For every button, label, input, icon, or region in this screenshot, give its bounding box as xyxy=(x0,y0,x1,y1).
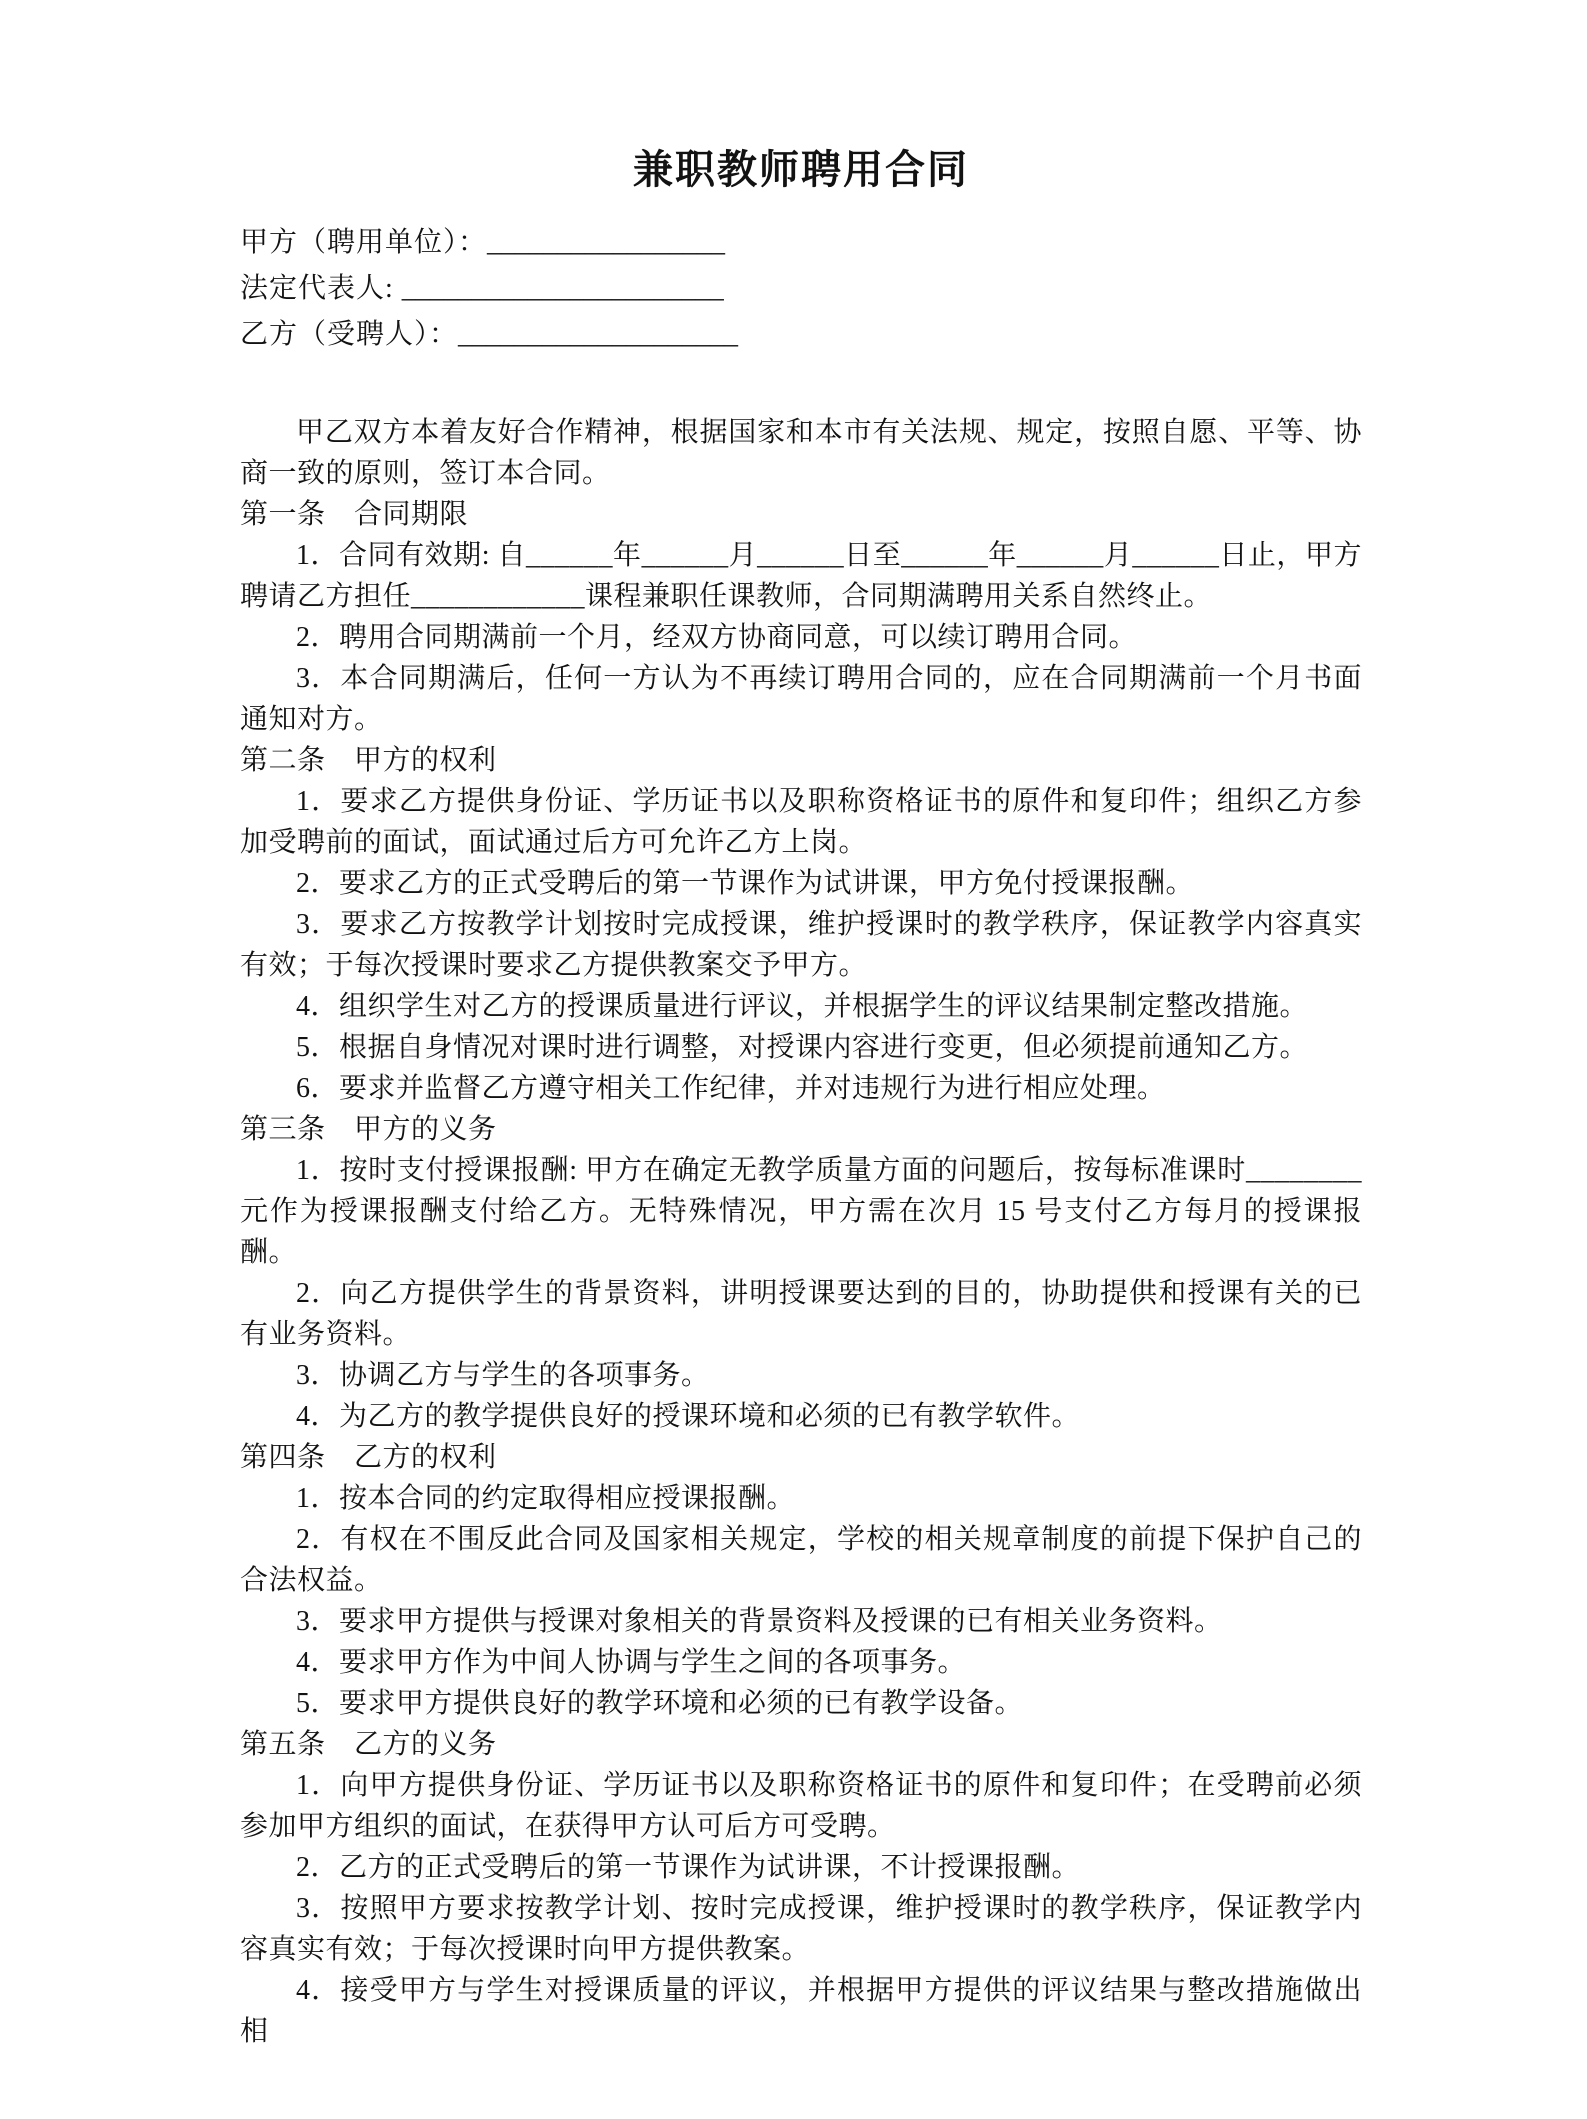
page-title: 兼职教师聘用合同 xyxy=(633,147,969,192)
article-5-clause-2: 2．乙方的正式受聘后的第一节课作为试讲课，不计授课报酬。 xyxy=(296,1852,1081,1883)
article-4-clause-3: 3．要求甲方提供与授课对象相关的背景资料及授课的已有相关业务资料。 xyxy=(296,1606,1223,1637)
party-jiafang-label: 甲方（聘用单位）： xyxy=(240,227,488,258)
article-3-clause-2: 2．向乙方提供学生的背景资料，讲明授课要达到的目的，协助提供和授课有关的已有业务资料。 xyxy=(240,1278,1362,1350)
party-legal-representative-blank-field[interactable]: _______________________ xyxy=(401,273,724,304)
article-4-clause-2: 2．有权在不围反此合同及国家相关规定，学校的相关规章制度的前提下保护自己的合法权益。 xyxy=(240,1524,1362,1596)
article-5-clause-1: 1．向甲方提供身份证、学历证书以及职称资格证书的原件和复印件；在受聘前必须参加甲方组织的面试，在获得甲方认可后方可受聘。 xyxy=(240,1770,1362,1842)
party-jiafang-blank-field[interactable]: _________________ xyxy=(487,227,726,258)
party-row-legal-representative xyxy=(240,266,1362,312)
section-heading-article-2: 第二条 甲方的权利 xyxy=(240,745,497,776)
document-content xyxy=(240,0,1362,2052)
article-2-clause-4: 4．组织学生对乙方的授课质量进行评议，并根据学生的评议结果制定整改措施。 xyxy=(296,991,1309,1022)
article-2-clause-3: 3．要求乙方按教学计划按时完成授课，维护授课时的教学秩序，保证教学内容真实有效；于每次授课时要求乙方提供教案交予甲方。 xyxy=(240,909,1362,981)
party-yifang-blank-field[interactable]: ____________________ xyxy=(458,319,739,350)
article-3-clause-1: 1．按时支付授课报酬: 甲方在确定无教学质量方面的问题后，按每标准课时________元作为授课报酬支付给乙方。无特殊情况，甲方需在次月 15 号支付乙方每月的授课报酬。 xyxy=(240,1155,1362,1268)
article-3-clause-4: 4．为乙方的教学提供良好的授课环境和必须的已有教学软件。 xyxy=(296,1401,1081,1432)
article-1-clause-2: 2．聘用合同期满前一个月，经双方协商同意，可以续订聘用合同。 xyxy=(296,622,1138,653)
article-2-clause-5: 5．根据自身情况对课时进行调整，对授课内容进行变更，但必须提前通知乙方。 xyxy=(296,1032,1309,1063)
article-2-clause-6: 6．要求并监督乙方遵守相关工作纪律，并对违规行为进行相应处理。 xyxy=(296,1073,1166,1104)
intro-paragraph: 甲乙双方本着友好合作精神，根据国家和本市有关法规、规定，按照自愿、平等、协商一致的原则，签订本合同。 xyxy=(240,417,1362,489)
party-block xyxy=(240,220,1362,358)
section-heading-article-4: 第四条 乙方的权利 xyxy=(240,1442,497,1473)
article-4-clause-1: 1．按本合同的约定取得相应授课报酬。 xyxy=(296,1483,796,1514)
article-1-clause-3: 3．本合同期满后，任何一方认为不再续订聘用合同的，应在合同期满前一个月书面通知对方。 xyxy=(240,663,1362,735)
party-row-yifang xyxy=(240,312,1362,358)
article-3-clause-3: 3．协调乙方与学生的各项事务。 xyxy=(296,1360,710,1391)
article-5-clause-4-truncated: 4．接受甲方与学生对授课质量的评议，并根据甲方提供的评议结果与整改措施做出相 xyxy=(240,1975,1362,2047)
article-4-clause-5: 5．要求甲方提供良好的教学环境和必须的已有教学设备。 xyxy=(296,1688,1024,1719)
article-2-clause-2: 2．要求乙方的正式受聘后的第一节课作为试讲课，甲方免付授课报酬。 xyxy=(296,868,1195,899)
party-yifang-label: 乙方（受聘人）： xyxy=(240,319,459,350)
party-row-jiafang xyxy=(240,220,1362,266)
section-heading-article-1: 第一条 合同期限 xyxy=(240,499,469,530)
section-heading-article-3: 第三条 甲方的义务 xyxy=(240,1114,497,1145)
section-heading-article-5: 第五条 乙方的义务 xyxy=(240,1729,497,1760)
article-1-clause-1: 1．合同有效期: 自______年______月______日至______年______月______日止，甲方聘请乙方担任____________课程兼职任课教师，合同期满聘用关系自然终止。 xyxy=(240,540,1362,612)
contract-body xyxy=(240,412,1362,2052)
party-legal-representative-label: 法定代表人: xyxy=(240,273,402,304)
article-5-clause-3: 3．按照甲方要求按教学计划、按时完成授课，维护授课时的教学秩序，保证教学内容真实有效；于每次授课时向甲方提供教案。 xyxy=(240,1893,1362,1965)
article-2-clause-1: 1．要求乙方提供身份证、学历证书以及职称资格证书的原件和复印件；组织乙方参加受聘前的面试，面试通过后方可允许乙方上岗。 xyxy=(240,786,1362,858)
article-4-clause-4: 4．要求甲方作为中间人协调与学生之间的各项事务。 xyxy=(296,1647,967,1678)
